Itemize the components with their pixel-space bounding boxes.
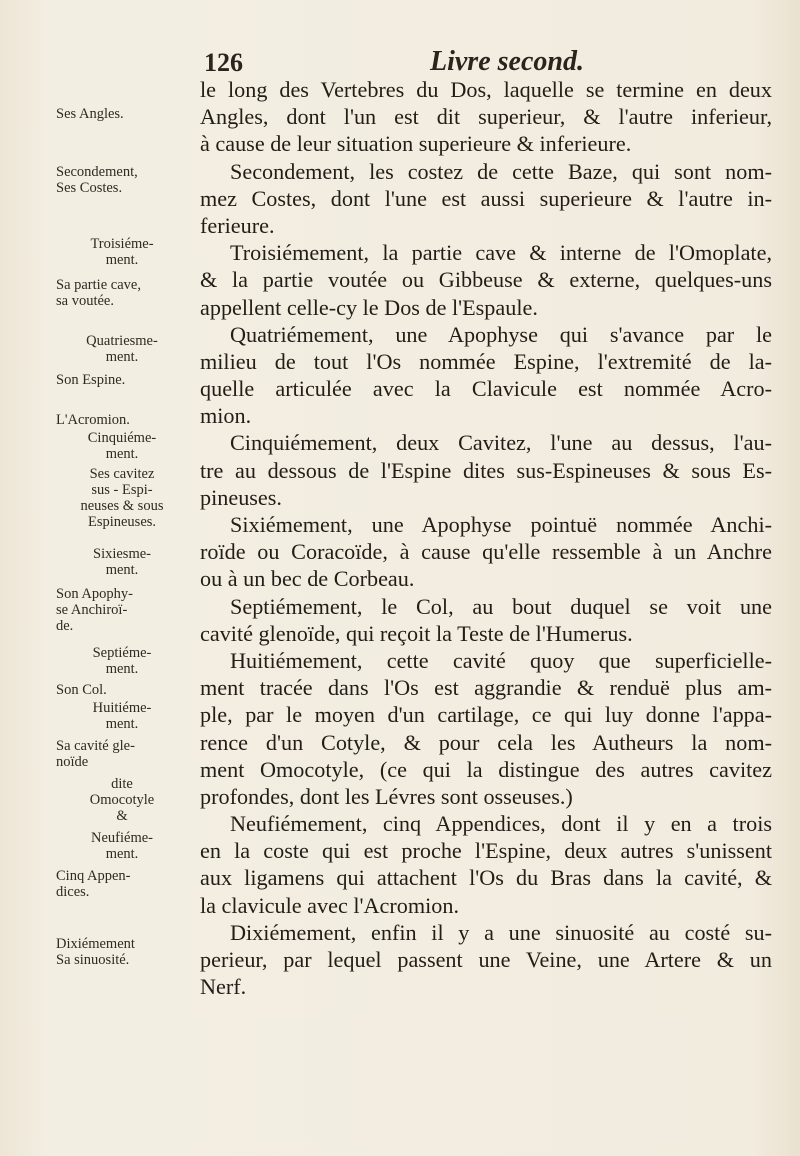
text-line: Sixiémement, une Apophyse pointuë nommée Anchi- — [230, 512, 772, 537]
text-line: en la coste qui est proche l'Espine, deux autres s'unissent — [200, 838, 772, 864]
margin-notes — [56, 0, 188, 1000]
text-line: Quatriémement, une Apophyse qui s'avance par le — [230, 321, 772, 347]
margin-note-apophyse: Son Apophy- se Anchiroï- de. — [56, 586, 133, 634]
margin-note-huitiememe: Huitiéme- ment. — [92, 700, 152, 732]
text-line: ferieure. — [200, 212, 275, 238]
text-line: ple, par le moyen d'un cartilage, ce qui luy donne l'appa- — [200, 702, 772, 728]
text-line: Secondement, les costez de cette Baze, qui sont nom- — [230, 158, 772, 184]
margin-note-espine: Son Espine. — [56, 372, 126, 388]
body-text — [200, 76, 772, 1000]
margin-note-quatriesme: Quatriesme- ment. — [86, 333, 158, 365]
text-line: Troisiémement, la partie cave & interne de l'Omoplate, — [230, 240, 772, 266]
text-line: roïde ou Coracoïde, à cause qu'elle ressemble à un Anchre — [200, 539, 772, 565]
text-line: mez Costes, dont l'une est aussi superieure & l'autre in- — [200, 185, 772, 211]
margin-note-cinquiemement: Cinquiéme- ment. — [87, 430, 157, 462]
text-line: ment tracée dans l'Os est aggrandie & renduë plus am- — [200, 675, 772, 701]
text-line: quelle articulée avec la Clavicule est nommée Acro- — [200, 376, 772, 402]
text-line: Nerf. — [200, 974, 247, 1000]
text-line: perieur, par lequel passent une Veine, une Artere & un — [200, 947, 772, 972]
text-line: Dixiémement, enfin il y a une sinuosité au costé su- — [230, 919, 772, 945]
margin-note-septiememe: Septiéme- ment. — [92, 645, 152, 677]
text-line: milieu de tout l'Os nommée Espine, l'extremité de la- — [200, 348, 772, 374]
text-line: ment Omocotyle, (ce qui la distingue des autres cavitez — [200, 756, 772, 782]
text-line: appellent celle-cy le Dos de l'Espaule. — [200, 294, 538, 320]
margin-note-partie-cave: Sa partie cave, sa voutée. — [56, 277, 141, 309]
text-line: Septiémement, le Col, au bout duquel se voit une — [230, 593, 772, 619]
text-line: ou à un bec de Corbeau. — [200, 566, 415, 592]
margin-note-omocotyle: dite Omocotyle & — [89, 776, 155, 824]
text-line: tre au dessous de l'Espine dites sus-Espineuses & sous Es- — [200, 457, 772, 483]
text-line: le long des Vertebres du Dos, laquelle se termine en deux — [200, 77, 772, 102]
margin-note-appendices: Cinq Appen- dices. — [56, 868, 131, 900]
text-line: la clavicule avec l'Acromion. — [200, 892, 460, 918]
text-line: mion. — [200, 403, 252, 429]
text-line: rence d'un Cotyle, & pour cela les Autheurs la nom- — [200, 729, 772, 755]
margin-note-acromion: L'Acromion. — [56, 412, 130, 428]
text-line: Angles, dont l'un est dit superieur, & l'autre inferieur, — [200, 104, 772, 130]
margin-note-col: Son Col. — [56, 682, 107, 698]
text-line: Neufiémement, cinq Appendices, dont il y en a trois — [230, 811, 772, 837]
margin-note-dixiememe: Dixiémement Sa sinuosité. — [56, 936, 135, 968]
margin-note-cavitez: Ses cavitez sus - Espi- neuses & sous Espineuses. — [80, 466, 164, 530]
text-line: à cause de leur situation superieure & inferieure. — [200, 131, 632, 157]
text-line: profondes, dont les Lévres sont osseuses.) — [200, 783, 573, 809]
margin-note-secondement: Secondement, Ses Costes. — [56, 164, 138, 196]
text-line: pineuses. — [200, 484, 282, 510]
text-line: cavité glenoïde, qui reçoit la Teste de l'Humerus. — [200, 620, 633, 646]
running-title: Livre second. — [430, 46, 584, 77]
margin-note-troisiemement: Troisiéme- ment. — [90, 236, 154, 268]
text-line: aux ligamens qui attachent l'Os du Bras dans la cavité, & — [200, 865, 772, 891]
margin-note-sixiesmement: Sixiesme- ment. — [93, 546, 151, 578]
page-number: 126 — [204, 48, 243, 77]
margin-note-neufiememe: Neufiéme- ment. — [91, 830, 153, 862]
margin-note-glenoide: Sa cavité gle- noïde — [56, 738, 135, 770]
text-line: Huitiémement, cette cavité quoy que superficielle- — [230, 647, 772, 673]
text-line: Cinquiémement, deux Cavitez, l'une au dessus, l'au- — [230, 430, 772, 456]
text-line: & la partie voutée ou Gibbeuse & externe, quelques-uns — [200, 267, 772, 293]
margin-note-angles: Ses Angles. — [56, 106, 124, 122]
